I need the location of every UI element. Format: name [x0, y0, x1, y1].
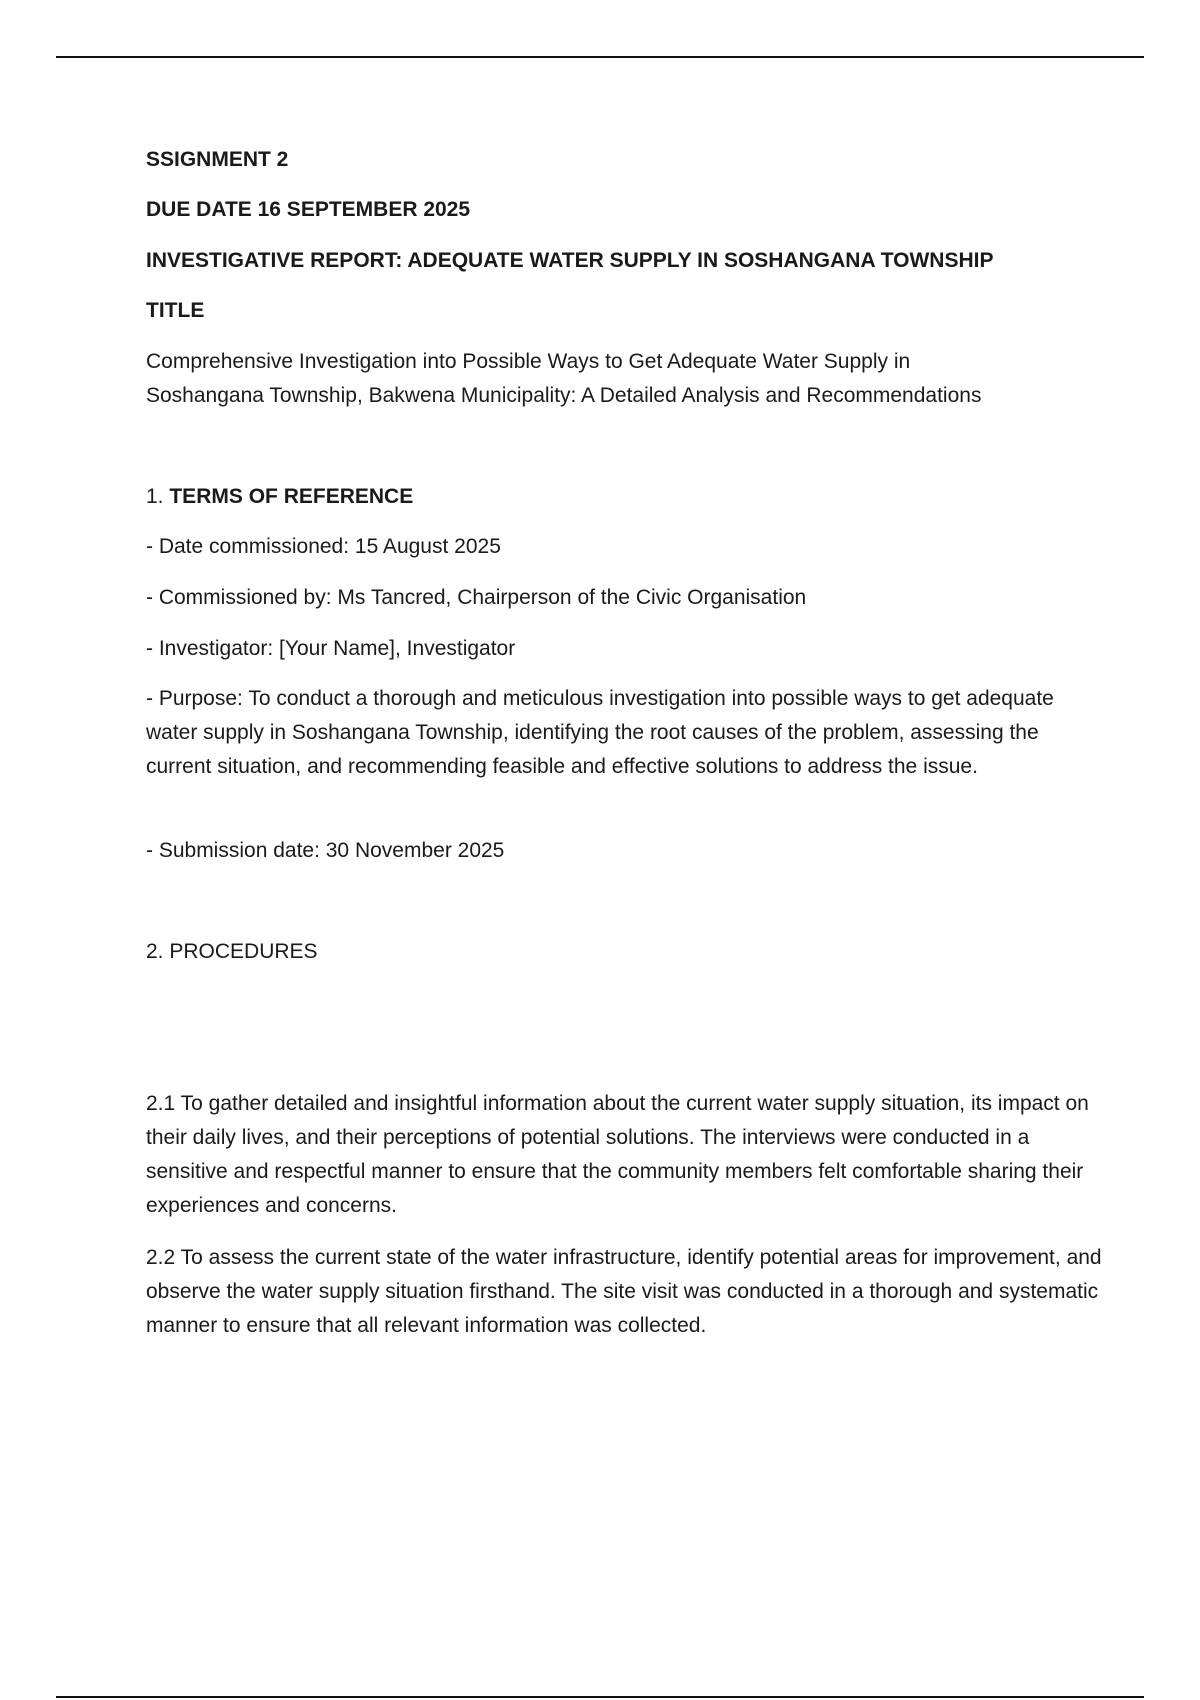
terms-number: 1.: [146, 485, 170, 508]
due-date: DUE DATE 16 SEPTEMBER 2025: [146, 198, 471, 221]
title-label: TITLE: [146, 299, 205, 322]
bottom-rule: [56, 1696, 1144, 1698]
commissioned-by: - Commissioned by: Ms Tancred, Chairperson of the Civic Organisation: [146, 586, 807, 609]
report-title: INVESTIGATIVE REPORT: ADEQUATE WATER SUPPLY IN SOSHANGANA TOWNSHIP: [146, 249, 994, 272]
submission-date: - Submission date: 30 November 2025: [146, 839, 505, 862]
title-text-line-2: Soshangana Township, Bakwena Municipality: A Detailed Analysis and Recommendations: [146, 384, 982, 407]
terms-heading-text: TERMS OF REFERENCE: [169, 485, 414, 508]
procedure-2-1-paragraph: 2.1 To gather detailed and insightful information about the current water supply situation, its impact on their daily lives, and their perceptions of potential solutions. The interviews were conducted in a sensitive and respectful manner to ensure that the community members felt comfortable sharing their experiences and concerns.: [146, 1092, 1089, 1217]
procedure-2-2-paragraph: 2.2 To assess the current state of the water infrastructure, identify potential areas for improvement, and observe the water supply situation firsthand. The site visit was conducted in a thorough and systematic manner to ensure that all relevant information was collected.: [146, 1246, 1102, 1337]
assignment-heading: SSIGNMENT 2: [146, 148, 289, 171]
procedures-heading: 2. PROCEDURES: [146, 940, 318, 963]
date-commissioned: - Date commissioned: 15 August 2025: [146, 535, 501, 558]
investigator: - Investigator: [Your Name], Investigator: [146, 637, 516, 660]
title-text-line-1: Comprehensive Investigation into Possible Ways to Get Adequate Water Supply in: [146, 350, 911, 373]
purpose-paragraph: - Purpose: To conduct a thorough and meticulous investigation into possible ways to get adequate water supply in Soshangana Township, identifying the root causes of the problem, assessing the current situation, and recommending feasible and effective solutions to address the issue.: [146, 687, 1054, 778]
top-rule: [56, 56, 1144, 58]
terms-heading: [146, 480, 1106, 514]
